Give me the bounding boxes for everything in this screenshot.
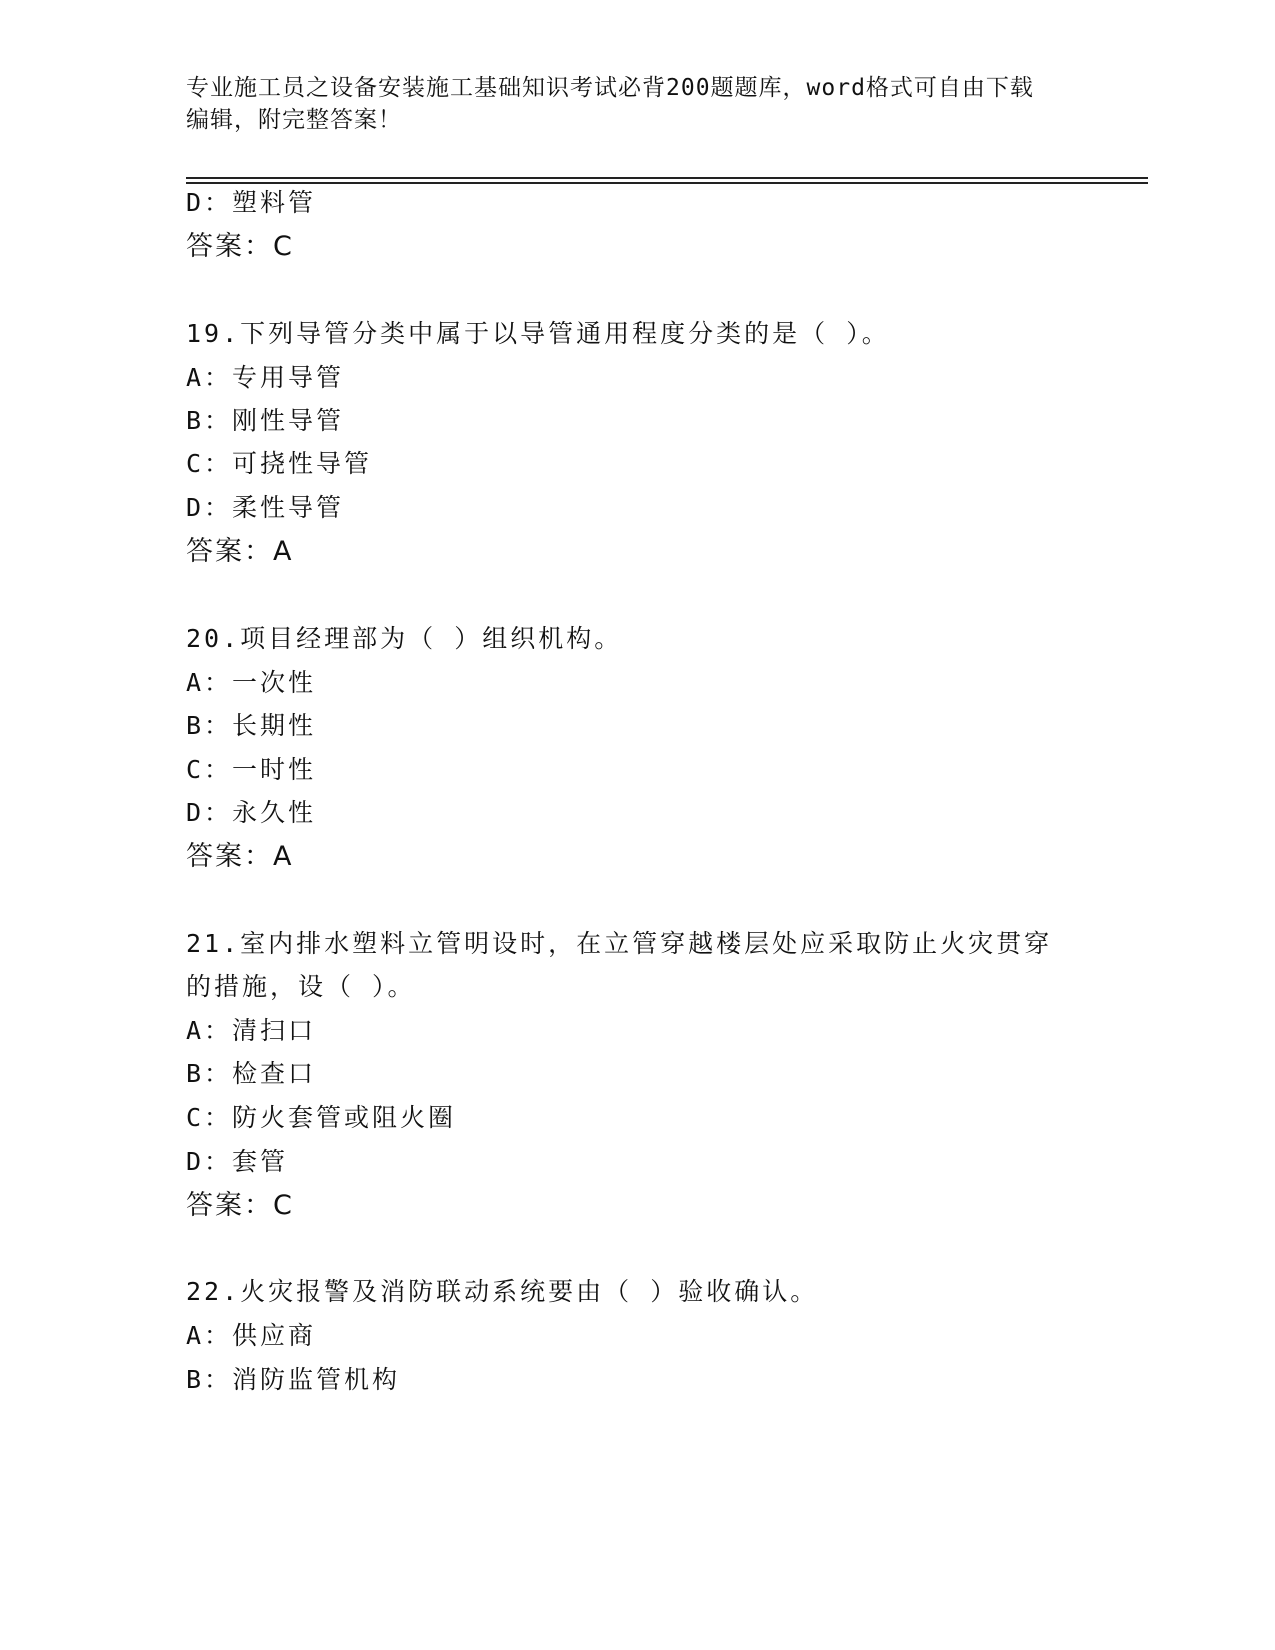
- answer: 答案：C: [186, 1190, 294, 1221]
- option-b: B：刚性导管: [186, 406, 345, 435]
- question-21-line-2: 的措施，设（ ）。: [186, 972, 416, 1001]
- header-rule-bottom: [186, 182, 1148, 184]
- option-d: D：套管: [186, 1147, 289, 1176]
- header-title-line-2: 编辑，附完整答案！: [186, 107, 402, 133]
- option-a: A：专用导管: [186, 363, 345, 392]
- answer: 答案：A: [186, 841, 294, 872]
- option-d: D：永久性: [186, 798, 317, 827]
- option-b: B：检查口: [186, 1059, 317, 1088]
- question-22: 22.火灾报警及消防联动系统要由（ ）验收确认。: [186, 1277, 819, 1306]
- option-c: C：防火套管或阻火圈: [186, 1103, 457, 1132]
- option-b: B：长期性: [186, 711, 317, 740]
- option-a: A：供应商: [186, 1321, 317, 1350]
- option-c: C：一时性: [186, 755, 317, 784]
- header-rule-top: [186, 177, 1148, 179]
- option-c: C：可挠性导管: [186, 449, 373, 478]
- option-a: A：一次性: [186, 668, 317, 697]
- option-a: A：清扫口: [186, 1016, 317, 1045]
- option-d: D：柔性导管: [186, 493, 345, 522]
- document-header: [186, 72, 1086, 136]
- option-b: B：消防监管机构: [186, 1365, 401, 1394]
- answer: 答案：C: [186, 231, 294, 262]
- header-title-line-1: 专业施工员之设备安装施工基础知识考试必背200题题库，word格式可自由下载: [186, 75, 1034, 101]
- question-21-line-1: 21.室内排水塑料立管明设时，在立管穿越楼层处应采取防止火灾贯穿: [186, 929, 1053, 958]
- option-d: D：塑料管: [186, 188, 317, 217]
- question-20: 20.项目经理部为（ ）组织机构。: [186, 624, 623, 653]
- question-19: 19.下列导管分类中属于以导管通用程度分类的是（ ）。: [186, 319, 890, 348]
- answer: 答案：A: [186, 536, 294, 567]
